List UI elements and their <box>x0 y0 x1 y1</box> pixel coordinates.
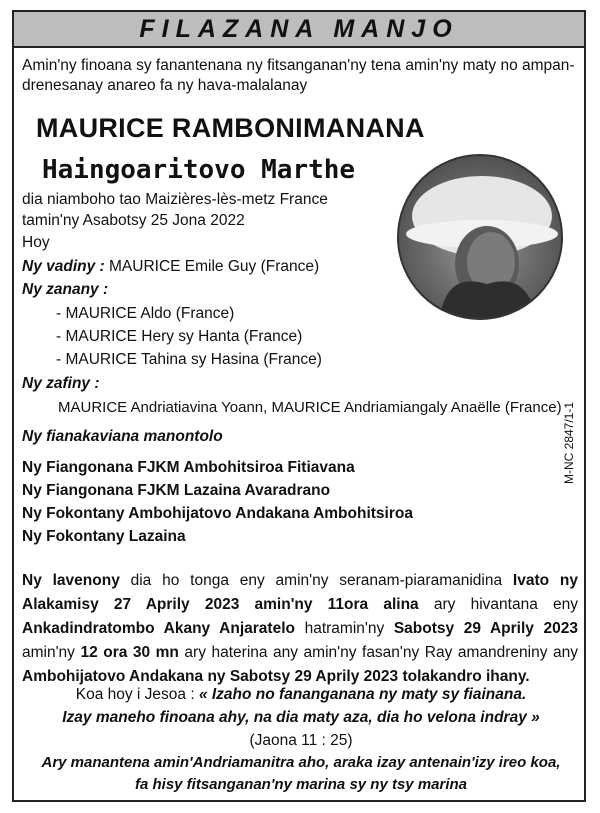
funeral-text: Ambohijatovo Andakana ny Sabotsy 29 Aprily 2023 tolakandro ihany. <box>22 668 530 685</box>
closing-line: fa hisy fitsanganan'ny marina sy ny tsy marina <box>134 776 468 793</box>
organization-item: Ny Fiangonana FJKM Ambohitsiroa Fitiavana <box>22 459 355 476</box>
organization-item: Ny Fokontany Lazaina <box>22 528 186 545</box>
child-item: - MAURICE Tahina sy Hasina (France) <box>56 351 322 368</box>
grandchildren-label: Ny zafiny : <box>22 375 100 392</box>
detail-line: Hoy <box>22 234 50 251</box>
verse-line-2: Izay maneho finoana ahy, na dia maty aza, dia ho velona indray » <box>62 709 540 726</box>
funeral-text: Ivato ny <box>512 572 578 589</box>
child-item: - MAURICE Hery sy Hanta (France) <box>56 328 303 345</box>
deceased-name-line1: MAURICE RAMBONIMANANA <box>36 113 425 143</box>
funeral-line <box>22 641 578 665</box>
deceased-name-line2: Haingoaritovo Marthe <box>42 155 356 185</box>
verse-reference: (Jaona 11 : 25) <box>249 732 353 749</box>
detail-line: dia niamboho tao Maizières-lès-metz France <box>22 191 328 208</box>
funeral-text: Sabotsy 29 Aprily 2023 <box>393 620 578 637</box>
organization-item: Ny Fokontany Ambohijatovo Andakana Ambohitsiroa <box>22 505 413 522</box>
funeral-line <box>22 593 578 617</box>
verse-lead: Koa hoy i Jesoa : <box>75 686 199 703</box>
funeral-text: Ankadindratombo Akany Anjaratelo <box>22 620 295 637</box>
funeral-line <box>22 569 578 593</box>
funeral-paragraph <box>22 569 578 689</box>
closing-line: Ary manantena amin'Andriamanitra aho, araka izay antenain'izy ireo koa, <box>41 754 561 771</box>
notice-banner <box>14 12 584 48</box>
spouse-value: MAURICE Emile Guy (France) <box>109 258 320 275</box>
verse-line-1 <box>14 684 588 706</box>
organization-item: Ny Fiangonana FJKM Lazaina Avaradrano <box>22 482 331 499</box>
child-item: - MAURICE Aldo (France) <box>56 305 235 322</box>
funeral-text: Alakamisy 27 Aprily 2023 amin'ny 11ora alina <box>22 596 419 613</box>
obituary-notice <box>12 10 586 802</box>
grandchildren-value: MAURICE Andriatiavina Yoann, MAURICE Andriamiangaly Anaëlle (France) <box>58 399 562 416</box>
funeral-line <box>22 617 578 641</box>
spouse-label: Ny vadiny : <box>22 258 105 275</box>
funeral-text: 12 ora 30 mn <box>80 644 179 661</box>
funeral-text: hatramin'ny <box>294 620 394 637</box>
intro-text: Amin'ny finoana sy fanantenana ny fitsanganan'ny tena amin'ny maty no ampan-drenesanay anareo fa ny hava-malalanay <box>22 57 575 94</box>
detail-line: tamin'ny Asabotsy 25 Jona 2022 <box>22 212 245 229</box>
spouse-line <box>22 257 319 277</box>
funeral-text: dia ho tonga eny amin'ny seranam-piaramanidina <box>119 572 513 589</box>
verse-quote: « Izaho no fananganana ny maty sy fiainana. <box>198 686 527 703</box>
funeral-text: ary haterina any amin'ny fasan'ny Ray amandreniny any <box>178 644 579 661</box>
funeral-text: amin'ny <box>22 644 81 661</box>
reference-code: M-NC 2847/1-1 <box>562 401 576 484</box>
whole-family-line: Ny fianakaviana manontolo <box>22 428 223 445</box>
banner-title: FILAZANA MANJO <box>139 14 459 43</box>
children-label: Ny zanany : <box>22 281 109 298</box>
funeral-text: ary hivantana eny <box>418 596 578 613</box>
funeral-text: Ny lavenony <box>22 572 120 589</box>
portrait-illustration <box>399 156 563 320</box>
deceased-portrait-photo <box>397 154 563 320</box>
